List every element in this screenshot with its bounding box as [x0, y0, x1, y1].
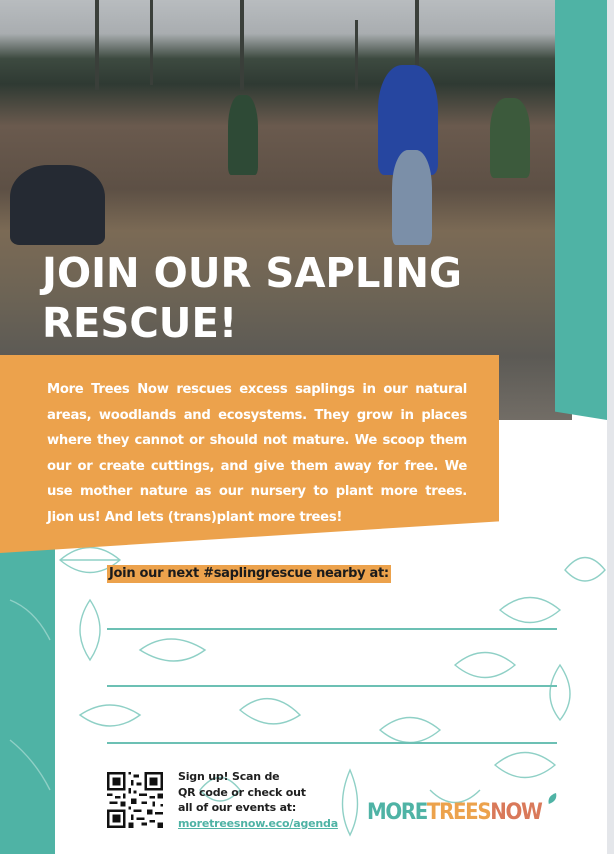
poster-title: JOIN OUR SAPLING RESCUE! [42, 249, 463, 347]
signup-line: QR code or check out [178, 785, 306, 799]
write-in-line [107, 685, 557, 687]
write-in-line [107, 742, 557, 744]
page-edge [607, 0, 614, 854]
signup-info [178, 769, 338, 831]
signup-line: all of our events at: [178, 801, 297, 814]
signup-line: Sign up! Scan de [178, 770, 280, 783]
write-in-line [107, 628, 557, 630]
moretreesnow-logo: MORETREESNOW [367, 800, 541, 825]
leaf-icon [547, 792, 558, 806]
teal-accent-right [555, 0, 607, 420]
cta-heading: Join our next #saplingrescue nearby at: [109, 566, 389, 581]
agenda-link[interactable]: moretreesnow.eco/agenda [178, 816, 338, 830]
intro-text: More Trees Now rescues excess saplings in our natural areas, woodlands and ecosystems. They grow in places where they cannot or should not mature. We scoop them our or create cuttings, and give them away for free. We use mother nature as our nursery to plant more trees. Jion us! And lets (trans)plant more trees! [47, 382, 467, 525]
qr-code[interactable] [107, 772, 163, 828]
